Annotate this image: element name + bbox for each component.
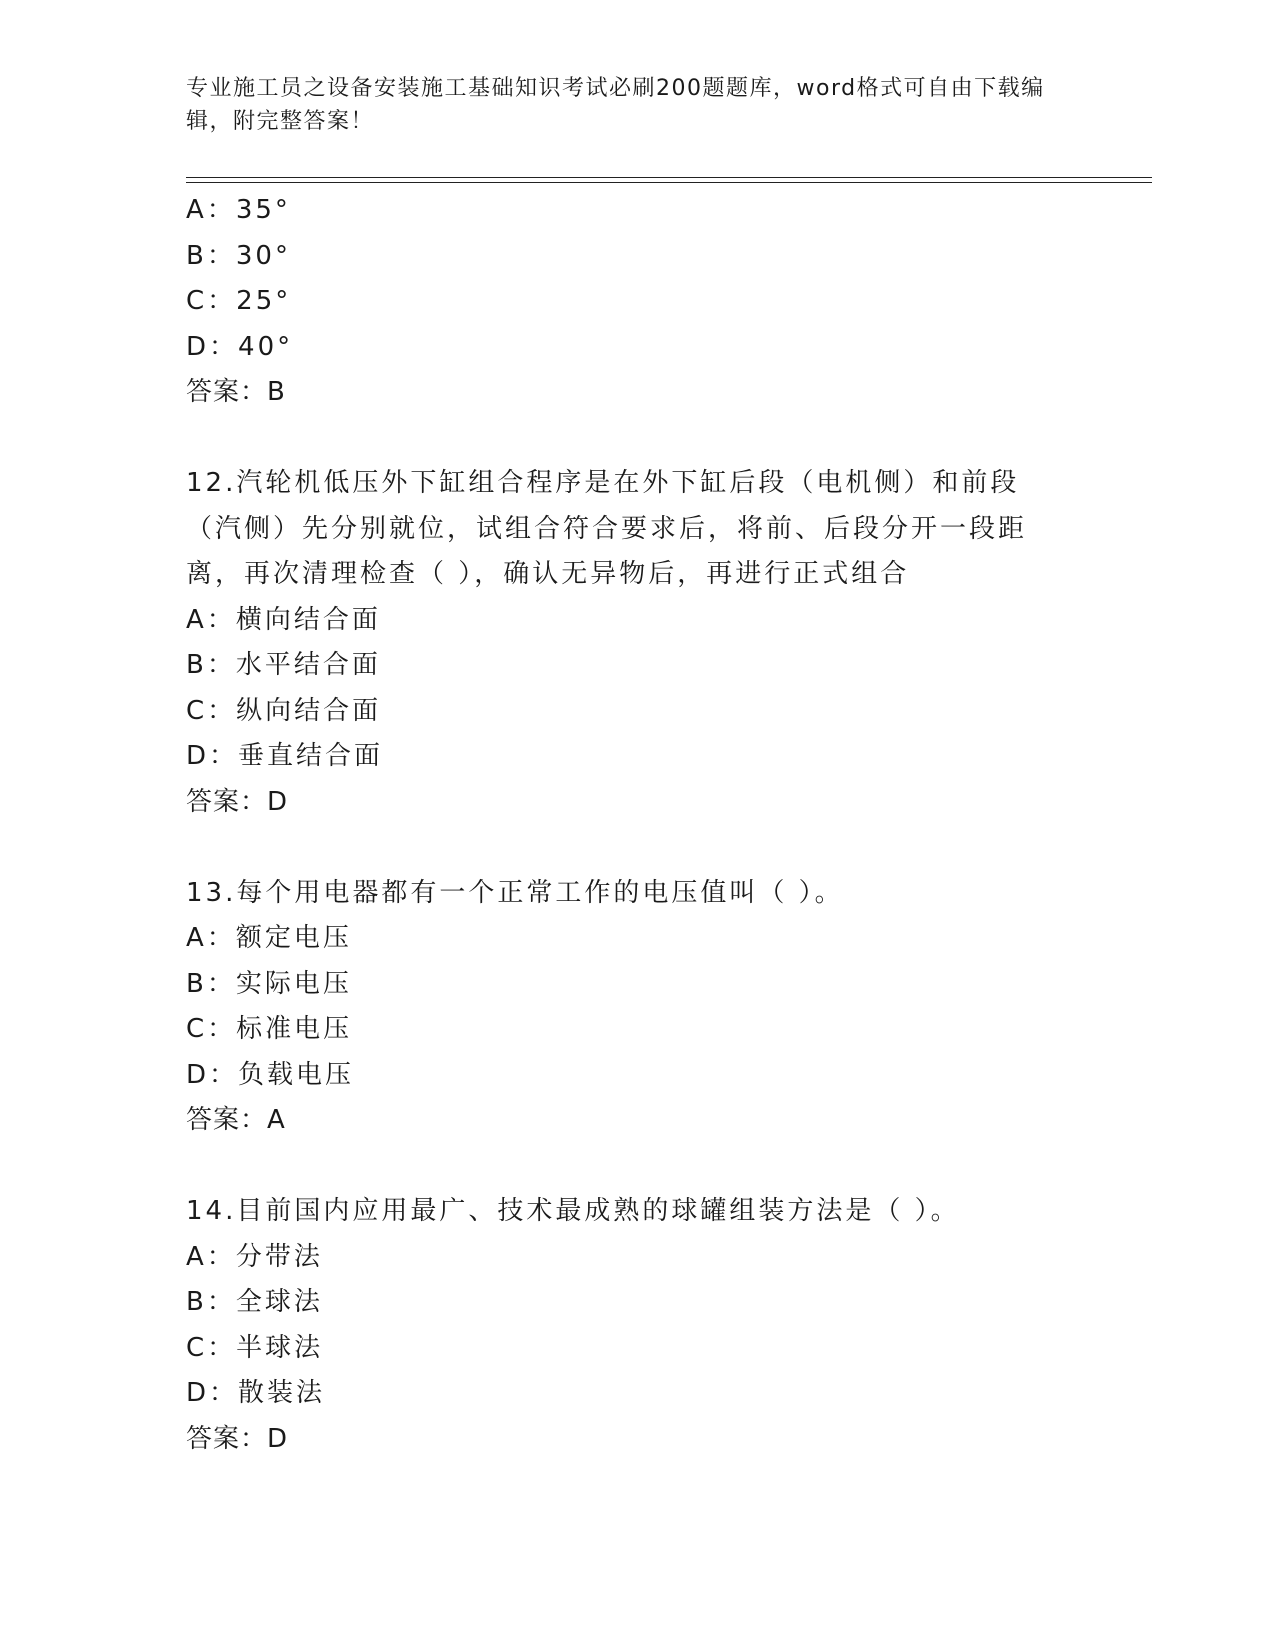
question-12 [186,461,1086,825]
answer-line: 答案：D [186,786,289,817]
question-list [186,188,1086,1462]
document-header: 专业施工员之设备安装施工基础知识考试必刷200题题库，word格式可自由下载编辑，附完整答案！ [186,76,1045,134]
question-text: 13.每个用电器都有一个正常工作的电压值叫（ ）。 [186,877,844,908]
question-13 [186,871,1086,1144]
option-d: D：散装法 [186,1378,326,1408]
option-a: A：横向结合面 [186,604,381,635]
answer-line: 答案：A [186,1105,286,1135]
option-d: D：垂直结合面 [186,741,384,771]
option-c: C：纵向结合面 [186,695,382,726]
carryover-question [186,188,1086,416]
option-c: C：25° [186,286,292,316]
option-b: B：水平结合面 [186,650,381,680]
header-divider-bottom [186,182,1152,183]
option-a: A：额定电压 [186,923,352,953]
option-b: B：实际电压 [186,968,352,999]
option-d: D：40° [186,331,294,362]
option-d: D：负载电压 [186,1059,355,1090]
option-a: A：35° [186,195,291,225]
answer-line: 答案：D [186,1423,289,1454]
option-a: A：分带法 [186,1241,323,1272]
option-b: B：30° [186,240,291,271]
header-divider-top [186,177,1152,178]
option-c: C：半球法 [186,1332,324,1363]
answer-line: 答案：B [186,377,286,407]
question-text: 14.目前国内应用最广、技术最成熟的球罐组装方法是（ ）。 [186,1196,960,1226]
option-c: C：标准电压 [186,1014,353,1044]
option-b: B：全球法 [186,1287,323,1317]
question-text: 12.汽轮机低压外下缸组合程序是在外下缸后段（电机侧）和前段（汽侧）先分别就位，试组合符合要求后，将前、后段分开一段距离，再次清理检查（ ），确认无异物后，再进行正式组合 [186,468,1028,589]
question-14 [186,1189,1086,1462]
